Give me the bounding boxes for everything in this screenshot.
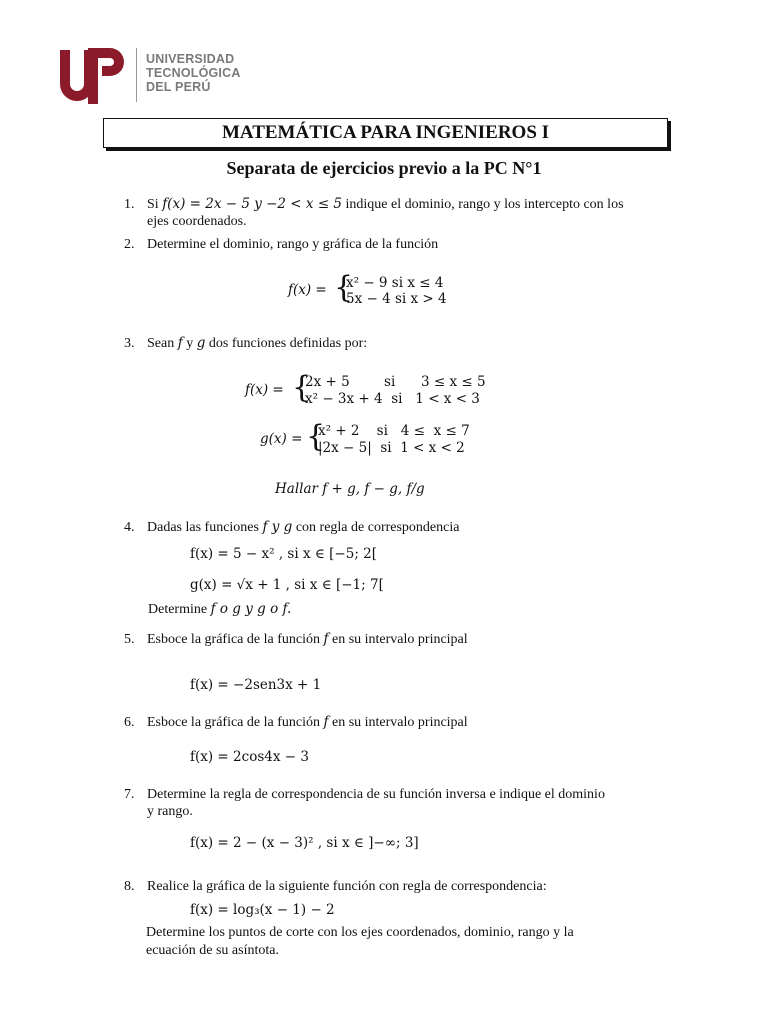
utp-logo	[58, 44, 248, 106]
formula-hallar: Hallar f + g, f − g, f/g	[275, 481, 425, 497]
exercise-text: ecuación de su asíntota.	[146, 943, 279, 958]
university-name	[146, 52, 241, 94]
document-title: MATEMÁTICA PARA INGENIEROS I	[221, 122, 550, 143]
exercise-text	[148, 601, 291, 618]
exercise-text: Dadas las funciones	[147, 520, 259, 535]
exercise-text: Sean	[147, 336, 175, 351]
formula-case: x² − 9 si x ≤ 4	[346, 275, 444, 291]
exercise-number: 2.	[124, 237, 135, 252]
exercise-number: 7.	[124, 787, 135, 802]
brace: {	[334, 270, 354, 305]
exercise-text: Si	[147, 197, 159, 212]
formula: f(x) = −2sen3x + 1	[190, 677, 322, 693]
exercise-text: Determine los puntos de corte con los ejes coordenados, dominio, rango y la	[146, 925, 574, 940]
exercise-text: Determine la regla de correspondencia de su función inversa e indique el dominio	[147, 787, 605, 802]
formula: f(x) = 2 − (x − 3)² , si x ∈ ]−∞; 3]	[190, 835, 419, 851]
formula-case: 5x − 4 si x > 4	[346, 291, 447, 307]
formula: f(x) = 2cos4x − 3	[190, 749, 309, 765]
brace: {	[292, 370, 312, 405]
formula-lhs: g(x) =	[260, 431, 303, 447]
exercise-math: f	[177, 335, 183, 351]
formula-case: x² + 2 si 4 ≤ x ≤ 7	[318, 423, 470, 439]
exercise-number: 5.	[124, 632, 135, 647]
exercise-text: Esboce la gráfica de la función	[147, 715, 320, 730]
document-subtitle: Separata de ejercicios previo a la PC N°1	[226, 158, 542, 178]
exercise-math: f o g y g o f.	[210, 601, 292, 617]
exercise-text: dos funciones definidas por:	[208, 336, 368, 351]
university-line-2: TECNOLÓGICA	[146, 66, 241, 80]
exercise-text: con regla de correspondencia	[295, 520, 460, 535]
exercise-text: ejes coordenados.	[147, 214, 247, 229]
exercise-text: en su intervalo principal	[331, 632, 468, 647]
exercise-text: en su intervalo principal	[331, 715, 468, 730]
university-line-1: UNIVERSIDAD	[146, 52, 235, 66]
title-box	[103, 118, 668, 148]
exercise-text: Determine	[148, 602, 208, 617]
formula: f(x) = 5 − x² , si x ∈ [−5; 2[	[190, 546, 378, 562]
formula: g(x) = √x + 1 , si x ∈ [−1; 7[	[190, 577, 384, 593]
formula: f(x) = log₃(x − 1) − 2	[190, 902, 335, 918]
exercise-text: y rango.	[147, 804, 193, 819]
exercise-text: Esboce la gráfica de la función	[147, 632, 320, 647]
brace: {	[306, 419, 326, 454]
exercise-math: f(x) = 2x − 5 y −2 < x ≤ 5	[162, 196, 343, 212]
exercise-text: indique el dominio, rango y los intercepto con los	[345, 197, 624, 212]
exercise-number: 3.	[124, 336, 135, 351]
exercise-number: 1.	[124, 197, 135, 212]
logo-divider	[136, 48, 137, 102]
exercise-text: y	[186, 336, 194, 351]
exercise-text: Realice la gráfica de la siguiente función con regla de correspondencia:	[147, 879, 547, 894]
exercise-math: f	[323, 714, 329, 730]
exercise-math: f y g	[262, 519, 293, 535]
formula-lhs: f(x) =	[245, 382, 284, 398]
formula-case: 2x + 5 si 3 ≤ x ≤ 5	[305, 374, 486, 390]
formula-lhs: f(x) =	[288, 282, 327, 298]
exercise-math: g	[196, 335, 206, 351]
exercise-math: f	[323, 631, 329, 647]
utp-logo-mark	[58, 44, 130, 106]
exercise-text: Determine el dominio, rango y gráfica de la función	[147, 237, 439, 252]
formula-case: x² − 3x + 4 si 1 < x < 3	[305, 391, 480, 407]
exercise-number: 6.	[124, 715, 135, 730]
university-line-3: DEL PERÚ	[146, 80, 211, 94]
exercise-number: 4.	[124, 520, 135, 535]
exercise-number: 8.	[124, 879, 135, 894]
formula-case: |2x − 5| si 1 < x < 2	[318, 440, 465, 456]
